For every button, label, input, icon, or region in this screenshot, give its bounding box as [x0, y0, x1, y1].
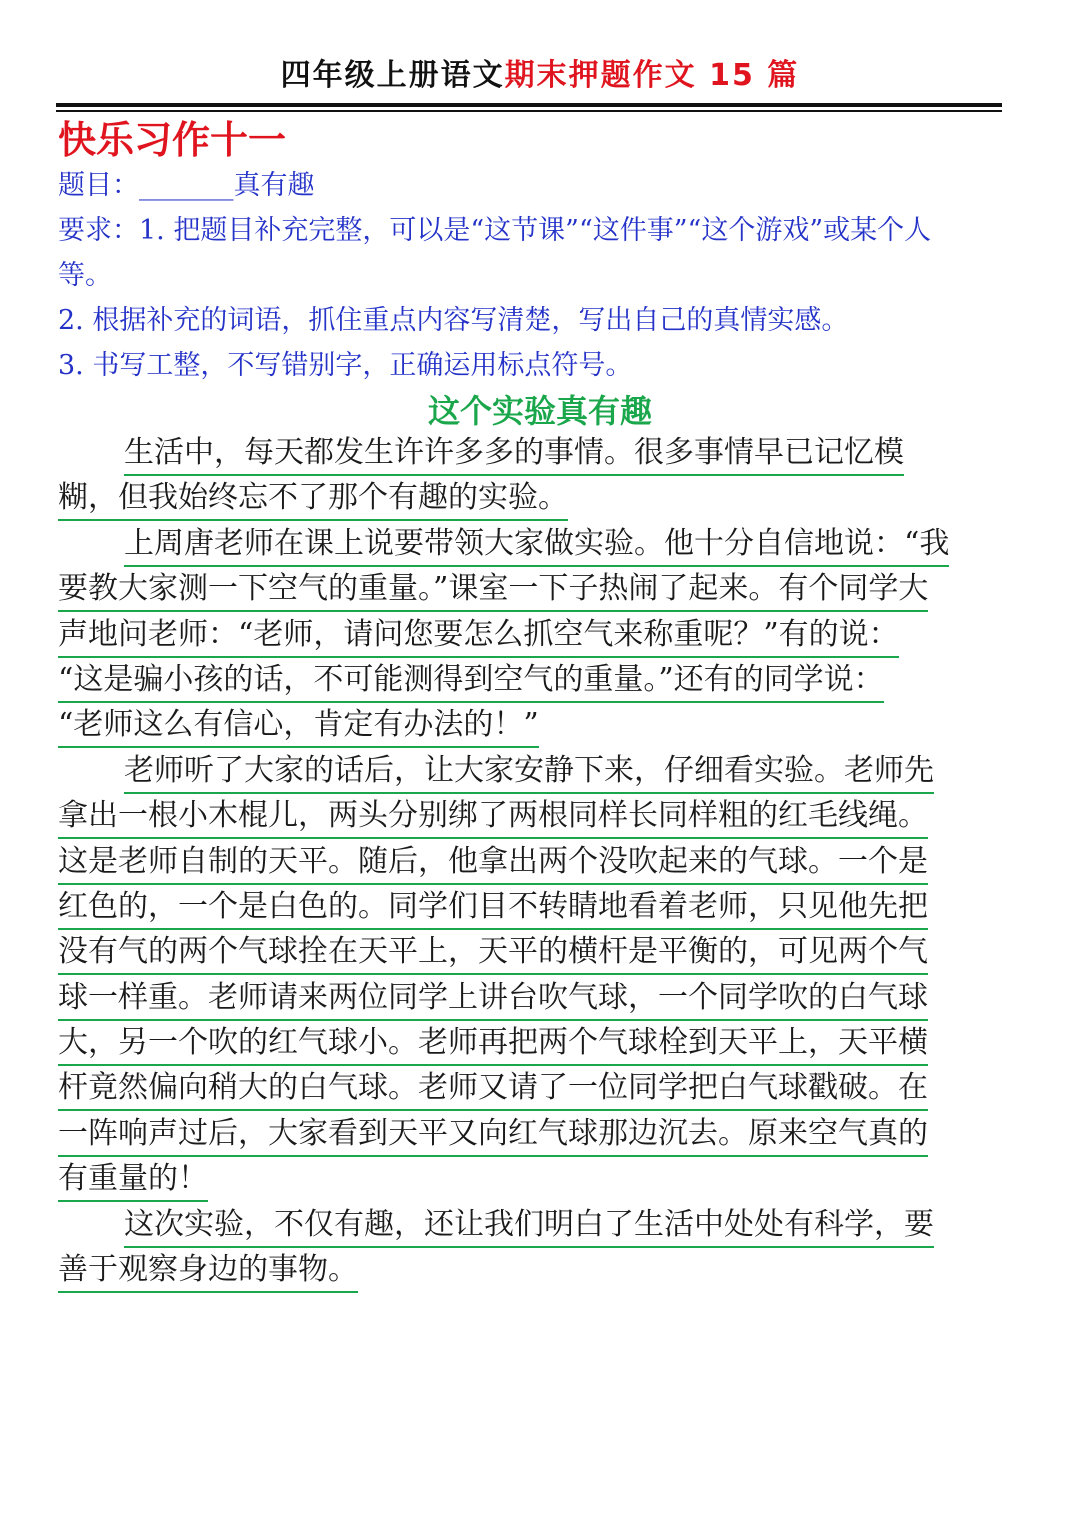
essay-line-text: 没有气的两个气球拴在天平上，天平的横杆是平衡的，可见两个气: [58, 931, 928, 975]
essay-line-text: 杆竟然偏向稍大的白气球。老师又请了一位同学把白气球戳破。在: [58, 1067, 928, 1111]
essay-line-text: 这次实验，不仅有趣，还让我们明白了生活中处处有科学，要: [124, 1204, 934, 1248]
essay-line-text: “这是骗小孩的话，不可能测得到空气的重量。”还有的同学说：: [58, 659, 884, 703]
essay-line-text: 一阵响声过后，大家看到天平又向红气球那边沉去。原来空气真的: [58, 1113, 928, 1157]
page-title: [0, 44, 1080, 108]
essay-line: [58, 841, 1020, 886]
essay-title: 这个实验真有趣: [427, 392, 652, 430]
essay-line: [58, 1204, 1020, 1249]
essay-line-text: 糊，但我始终忘不了那个有趣的实验。: [58, 477, 568, 521]
page-title-black: 四年级上册语文: [280, 58, 505, 93]
title-divider-thick: [56, 103, 1002, 107]
section-title: 快乐习作十一: [58, 118, 287, 162]
essay-line-text: 有重量的！: [58, 1158, 208, 1202]
essay-line-text: “老师这么有信心，肯定有办法的！”: [58, 704, 539, 748]
essay-line-text: 善于观察身边的事物。: [58, 1249, 358, 1293]
essay-line: [58, 1158, 1020, 1203]
essay-line-text: 生活中，每天都发生许许多多的事情。很多事情早已记忆模: [124, 432, 904, 476]
prompt-requirement-3: 3. 书写工整，不写错别字，正确运用标点符号。: [58, 350, 633, 381]
essay-line: [58, 704, 1020, 749]
essay-line-text: 拿出一根小木棍儿，两头分别绑了两根同样长同样粗的红毛线绳。: [58, 795, 928, 839]
prompt-requirement-1: 要求：1. 把题目补充完整，可以是“这节课”“这件事”“这个游戏”或某个人: [58, 215, 932, 246]
essay-line: [58, 1067, 1020, 1112]
essay-line: [58, 568, 1020, 613]
essay-line: [58, 1022, 1020, 1067]
essay-line: [58, 795, 1020, 840]
essay-line-text: 老师听了大家的话后，让大家安静下来，仔细看实验。老师先: [124, 750, 934, 794]
essay-line-text: 上周唐老师在课上说要带领大家做实验。他十分自信地说：“我: [124, 523, 949, 567]
essay-line-text: 这是老师自制的天平。随后，他拿出两个没吹起来的气球。一个是: [58, 841, 928, 885]
essay-line: [58, 523, 1020, 568]
prompt-requirement-1-continued: 等。: [58, 260, 112, 291]
essay-line-text: 声地问老师：“老师，请问您要怎么抓空气来称重呢？”有的说：: [58, 614, 899, 658]
prompt-requirement-2: 2. 根据补充的词语，抓住重点内容写清楚，写出自己的真情实感。: [58, 305, 849, 336]
prompt-topic: 题目：_______真有趣: [58, 170, 315, 201]
essay-line-text: 大，另一个吹的红气球小。老师再把两个气球栓到天平上，天平横: [58, 1022, 928, 1066]
essay-line: [58, 750, 1020, 795]
essay-line: [58, 977, 1020, 1022]
essay-line: [58, 1249, 1020, 1294]
essay-line: [58, 931, 1020, 976]
essay-line-text: 球一样重。老师请来两位同学上讲台吹气球，一个同学吹的白气球: [58, 977, 928, 1021]
page-title-red: 期末押题作文 15 篇: [504, 58, 800, 93]
title-divider-thin: [56, 110, 1002, 112]
essay-line: [58, 432, 1020, 477]
essay-line: [58, 1113, 1020, 1158]
essay-line: [58, 614, 1020, 659]
essay-body: [58, 432, 1020, 1294]
essay-line: [58, 477, 1020, 522]
essay-line-text: 要教大家测一下空气的重量。”课室一下子热闹了起来。有个同学大: [58, 568, 928, 612]
essay-line: [58, 886, 1020, 931]
essay-line: [58, 659, 1020, 704]
essay-line-text: 红色的，一个是白色的。同学们目不转睛地看着老师，只见他先把: [58, 886, 928, 930]
